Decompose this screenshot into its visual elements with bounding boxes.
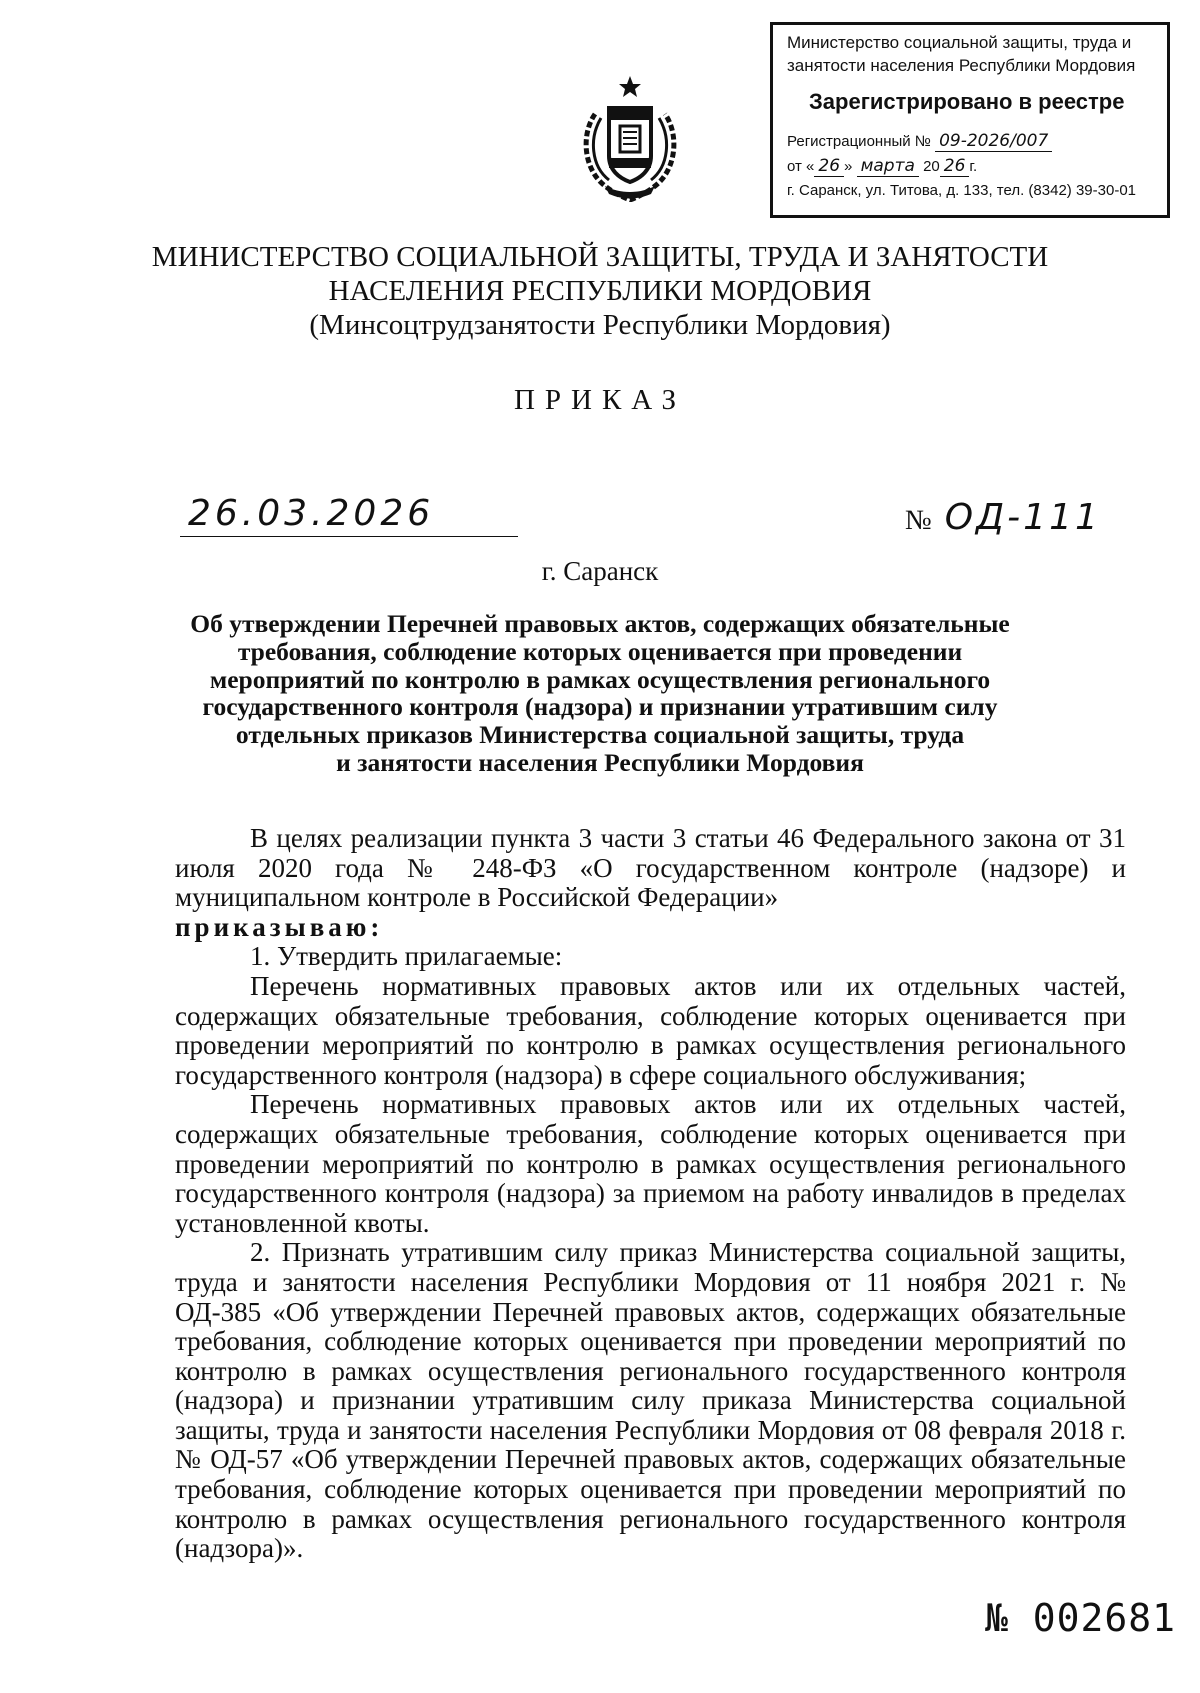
stamp-address: г. Саранск, ул. Титова, д. 133, тел. (8342) 39-30-01 (787, 182, 1136, 199)
city: г. Саранск (541, 556, 659, 586)
ministry-header (150, 240, 1050, 342)
stamp-date-mid: » (844, 158, 853, 175)
stamp-reg-label: Регистрационный № (787, 133, 931, 150)
ministry-short-name: (Минсоцтрудзанятости Республики Мордовия) (309, 309, 891, 341)
registration-stamp (770, 22, 1170, 218)
stamp-date-prefix: от « (787, 158, 815, 175)
ministry-name-line-1: МИНИСТЕРСТВО СОЦИАЛЬНОЙ ЗАЩИТЫ, ТРУДА И ЗАНЯТОСТИ (151, 241, 1049, 273)
stamp-date-month: марта (857, 156, 919, 177)
stamp-reg-number: 09-2026/007 (935, 131, 1052, 152)
stamp-reg-row (787, 129, 1157, 154)
list-item-1: Перечень нормативных правовых актов или их отдельных частей, содержащих обязательные требования, соблюдение которых оценивается при проведении мероприятий по контролю в рамках осуществления регионального государственного контроля (надзора) в сфере социального обслуживания; (175, 970, 1126, 1090)
title-line-2: требования, соблюдение которых оценивается при проведении (237, 636, 963, 666)
order-word-paragraph (175, 913, 1126, 943)
stamp-date-row (787, 154, 1157, 179)
document-type: ПРИКАЗ (513, 384, 687, 416)
title-line-4: государственного контроля (надзора) и признании утратившим силу (202, 692, 998, 722)
order-number-label: № (905, 505, 932, 536)
item-1: 1. Утвердить прилагаемые: (250, 941, 563, 972)
order-date: 26.03.2026 (180, 492, 518, 537)
order-number-row (905, 496, 1101, 543)
coat-of-arms-icon (575, 74, 685, 202)
stamp-date-day: 26 (814, 156, 844, 177)
order-title (180, 610, 1020, 777)
order-number: ОД-111 (944, 497, 1101, 538)
item-2: 2. Признать утратившим силу приказ Министерства социальной защиты, труда и занятости населения Республики Мордовия от 11 ноября 2021 г. № ОД-385 «Об утверждении Перечней правовых актов, содержащих обязательные требования, соблюдение которых оценивается при проведении мероприятий по контролю в рамках осуществления регионального государственного контроля (надзора) и признании утратившим силу приказа Министерства социальной защиты, труда и занятости населения Республики Мордовия от 08 февраля 2018 г. № ОД-57 «Об утверждении Перечней правовых актов, содержащих обязательные требования, соблюдение которых оценивается при проведении мероприятий по контролю в рамках осуществления регионального государственного контроля (надзора)». (175, 1237, 1126, 1564)
stamp-date-year-prefix: 20 (923, 158, 940, 175)
title-line-3: мероприятий по контролю в рамках осуществления регионального (209, 664, 991, 694)
order-body (175, 824, 1126, 1564)
preamble: В целях реализации пункта 3 части 3 статьи 46 Федерального закона от 31 июля 2020 года № 248-ФЗ «О государственном контроле (надзоре) и муниципальном контроле в Российской Федерации» (175, 823, 1126, 913)
stamp-date-year-unit: г. (969, 158, 978, 175)
stamp-line-1: Министерство социальной защиты, труда и (787, 33, 1132, 52)
serial-number: № 002681 (985, 1596, 1177, 1640)
order-word: приказываю: (175, 911, 384, 942)
title-line-6: и занятости населения Республики Мордовия (336, 747, 864, 777)
stamp-date-year-suffix: 26 (940, 156, 970, 177)
title-line-1: Об утверждении Перечней правовых актов, содержащих обязательные (190, 609, 1010, 638)
title-line-5: отдельных приказов Министерства социальной защиты, труда (235, 720, 965, 750)
ministry-name-line-2: НАСЕЛЕНИЯ РЕСПУБЛИКИ МОРДОВИЯ (328, 275, 872, 307)
stamp-title: Зарегистрировано в реестре (809, 89, 1125, 114)
stamp-line-2: занятости населения Республики Мордовия (787, 56, 1136, 75)
list-item-2: Перечень нормативных правовых актов или их отдельных частей, содержащих обязательные требования, соблюдение которых оценивается при проведении мероприятий по контролю в рамках осуществления регионального государственного контроля (надзора) за приемом на работу инвалидов в пределах установленной квоты. (175, 1089, 1126, 1238)
